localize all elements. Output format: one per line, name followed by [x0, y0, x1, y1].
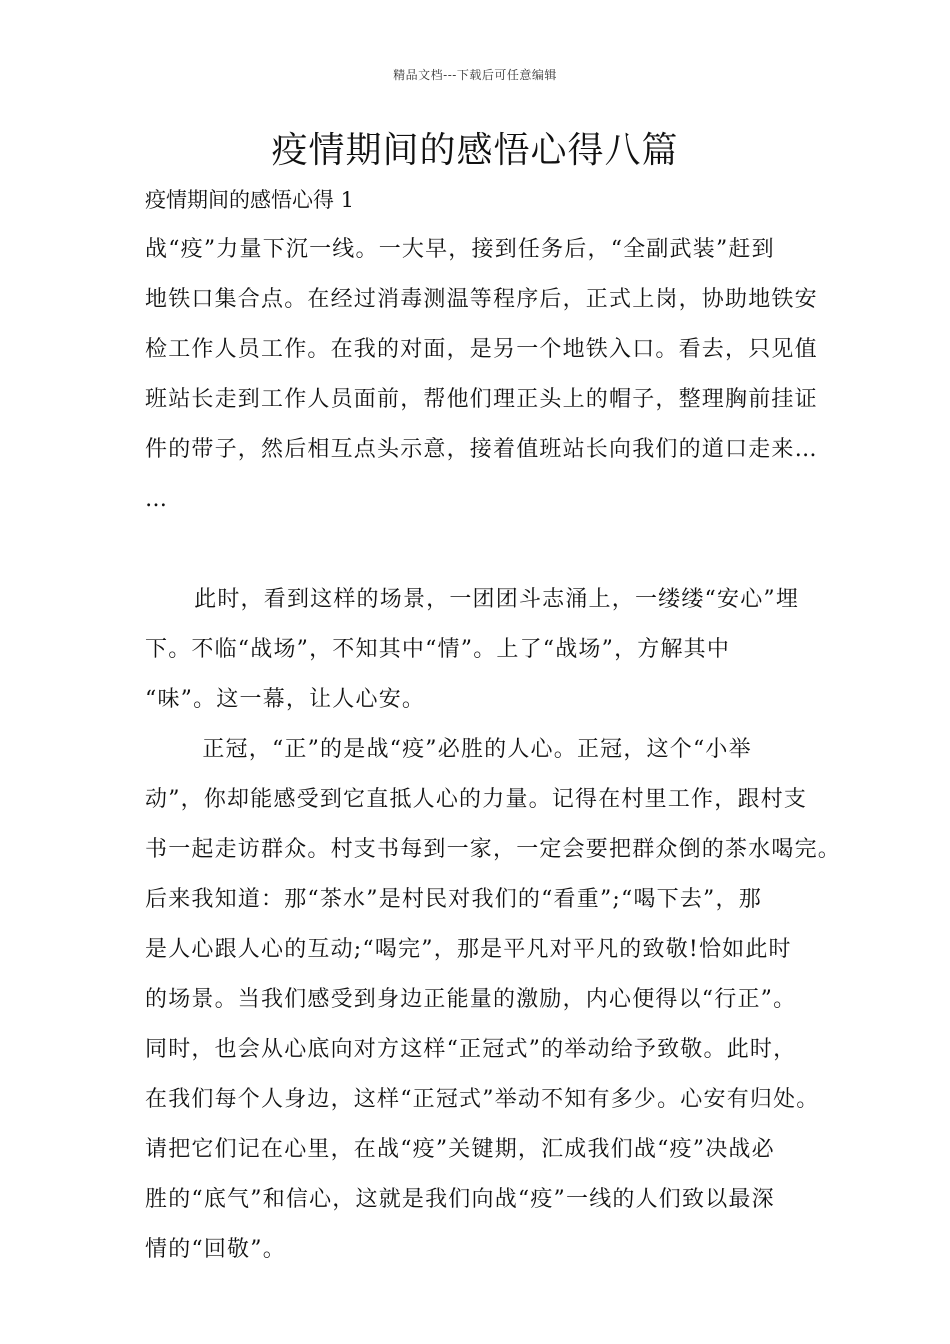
text-line: 情的“回敬”。: [145, 1237, 286, 1262]
body-text: [145, 232, 842, 1282]
text-line: 地铁口集合点。在经过消毒测温等程序后，正式上岗，协助地铁安: [145, 287, 818, 312]
text-line: 请把它们记在心里，在战“疫”关键期，汇成我们战“疫”决战必: [145, 1137, 775, 1162]
text-line: 此时，看到这样的场景，一团团斗志涌上，一缕缕“安心”埋: [145, 587, 800, 612]
document-title: 疫情期间的感悟心得八篇: [271, 130, 679, 171]
text-line: 后来我知道：那“茶水”是村民对我们的“看重”;“喝下去”，那: [145, 887, 762, 912]
text-line: …: [145, 487, 169, 512]
text-line: 班站长走到工作人员面前，帮他们理正头上的帽子，整理胸前挂证: [145, 387, 818, 412]
text-line: 同时，也会从心底向对方这样“正冠式”的举动给予致敬。此时，: [145, 1037, 797, 1062]
header-note: 精品文档---下载后可任意编辑: [393, 68, 557, 82]
text-line: “味”。这一幕，让人心安。: [145, 687, 426, 712]
text-line: 是人心跟人心的互动;“喝完”，那是平凡对平凡的致敬!恰如此时: [145, 937, 792, 962]
text-line: 在我们每个人身边，这样“正冠式”举动不知有多少。心安有归处。: [145, 1087, 820, 1112]
text-line: 的场景。当我们感受到身边正能量的激励，内心便得以“行正”。: [145, 987, 797, 1012]
text-line: 书一起走访群众。村支书每到一家，一定会要把群众倒的茶水喝完。: [145, 837, 842, 862]
blank-line: [145, 532, 817, 582]
text-line: 动”，你却能感受到它直抵人心的力量。记得在村里工作，跟村支: [145, 787, 808, 812]
section-subtitle: 疫情期间的感悟心得 1: [145, 188, 355, 212]
text-line: 件的带子，然后相互点头示意，接着值班站长向我们的道口走来…: [145, 437, 818, 462]
text-line: 战“疫”力量下沉一线。一大早，接到任务后，“全副武装”赶到: [145, 237, 775, 262]
text-line: 胜的“底气”和信心，这就是我们向战“疫”一线的人们致以最深: [145, 1187, 775, 1212]
text-line: 下。不临“战场”，不知其中“情”。上了“战场”，方解其中: [145, 637, 731, 662]
text-line: 检工作人员工作。在我的对面，是另一个地铁入口。看去，只见值: [145, 337, 818, 362]
text-line: 正冠，“正”的是战“疫”必胜的人心。正冠，这个“小举: [145, 737, 752, 762]
